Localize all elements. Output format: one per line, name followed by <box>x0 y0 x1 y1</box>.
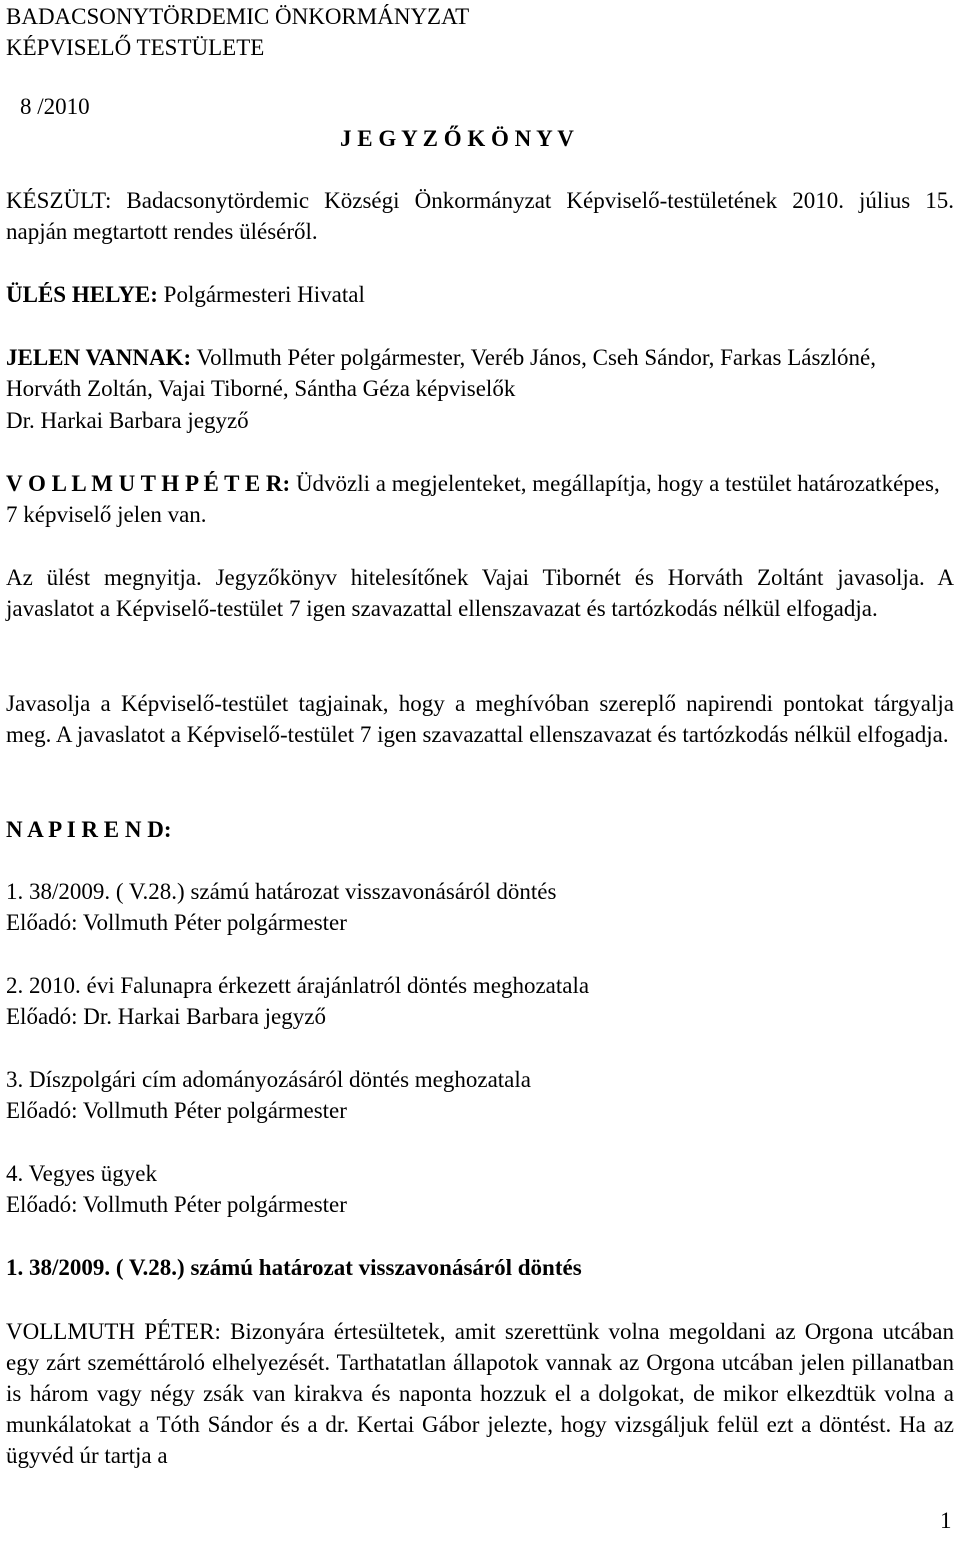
section-heading: 1. 38/2009. ( V.28.) számú határozat visszavonásáról döntés <box>6 1255 582 1280</box>
created-text: Badacsonytördemic Községi Önkormányzat Képviselő-testületének 2010. július 15. napján megtartott rendes üléséről. <box>6 188 954 244</box>
agenda-item-title: 2. 2010. évi Falunapra érkezett árajánlatról döntés meghozatala <box>6 973 590 998</box>
created-label: KÉSZÜLT: <box>6 188 112 213</box>
notary-line: Dr. Harkai Barbara jegyző <box>6 408 249 433</box>
organization-name: BADACSONYTÖRDEMIC ÖNKORMÁNYZAT <box>6 4 470 29</box>
agenda-item-presenter: Előadó: Dr. Harkai Barbara jegyző <box>6 1004 326 1029</box>
agenda-heading: N A P I R E N D: <box>6 817 172 842</box>
opening-paragraph-2: Az ülést megnyitja. Jegyzőkönyv hitelesítőnek Vajai Tibornét és Horváth Zoltánt javasolja. A javaslatot a Képviselő-testület 7 igen szavazattal ellenszavazat és tartózkodás nélkül elfogadja. <box>6 565 954 621</box>
section-paragraph: VOLLMUTH PÉTER: Bizonyára értesültetek, amit szerettünk volna megoldani az Orgona utcában egy zárt szeméttároló elhelyezését. Tarthatatlan állapotok vannak az Orgona utcában jelen pillanatban is három vagy négy zsák van kirakva és naponta hozzuk el a dolgokat, de mikor elkezdtük volna a munkálatokat a Tóth Sándor és a dr. Kertai Gábor jelezte, hogy vizsgáljuk felül ezt a döntést. Ha az ügyvéd úr tartja a <box>6 1319 954 1468</box>
agenda-item-presenter: Előadó: Vollmuth Péter polgármester <box>6 1192 347 1217</box>
opening-paragraph <box>6 468 954 530</box>
opening-paragraph-3: Javasolja a Képviselő-testület tagjainak, hogy a meghívóban szereplő napirendi pontokat tárgyalja meg. A javaslatot a Képviselő-testület 7 igen szavazattal ellenszavazat és tartózkodás nélkül elfogadja. <box>6 691 954 747</box>
agenda-item-title: 3. Díszpolgári cím adományozásáról döntés meghozatala <box>6 1067 531 1092</box>
venue-label: ÜLÉS HELYE: <box>6 282 158 307</box>
agenda-item-title: 4. Vegyes ügyek <box>6 1161 157 1186</box>
speaker-label: V O L L M U T H P É T E R: <box>6 471 291 496</box>
speaker-text: Üdvözli a megjelenteket, megállapítja, hogy a testület határozatképes, 7 képviselő jelen van. <box>6 471 940 527</box>
attendees-paragraph <box>6 342 954 404</box>
attendees-text: Vollmuth Péter polgármester, Veréb János, Cseh Sándor, Farkas Lászlóné, Horváth Zoltán, Vajai Tiborné, Sántha Géza képviselők <box>6 345 876 401</box>
agenda-item-presenter: Előadó: Vollmuth Péter polgármester <box>6 1098 347 1123</box>
created-paragraph <box>6 185 954 247</box>
attendees-label: JELEN VANNAK: <box>6 345 192 370</box>
venue-line <box>6 279 365 310</box>
venue-text: Polgármesteri Hivatal <box>157 282 365 307</box>
organization-body: KÉPVISELŐ TESTÜLETE <box>6 35 265 60</box>
agenda-item-title: 1. 38/2009. ( V.28.) számú határozat visszavonásáról döntés <box>6 879 557 904</box>
document-title: J E G Y Z Ő K Ö N Y V <box>340 126 574 151</box>
document-number: 8 /2010 <box>20 94 90 119</box>
agenda-item-presenter: Előadó: Vollmuth Péter polgármester <box>6 910 347 935</box>
page-number: 1 <box>940 1508 952 1533</box>
